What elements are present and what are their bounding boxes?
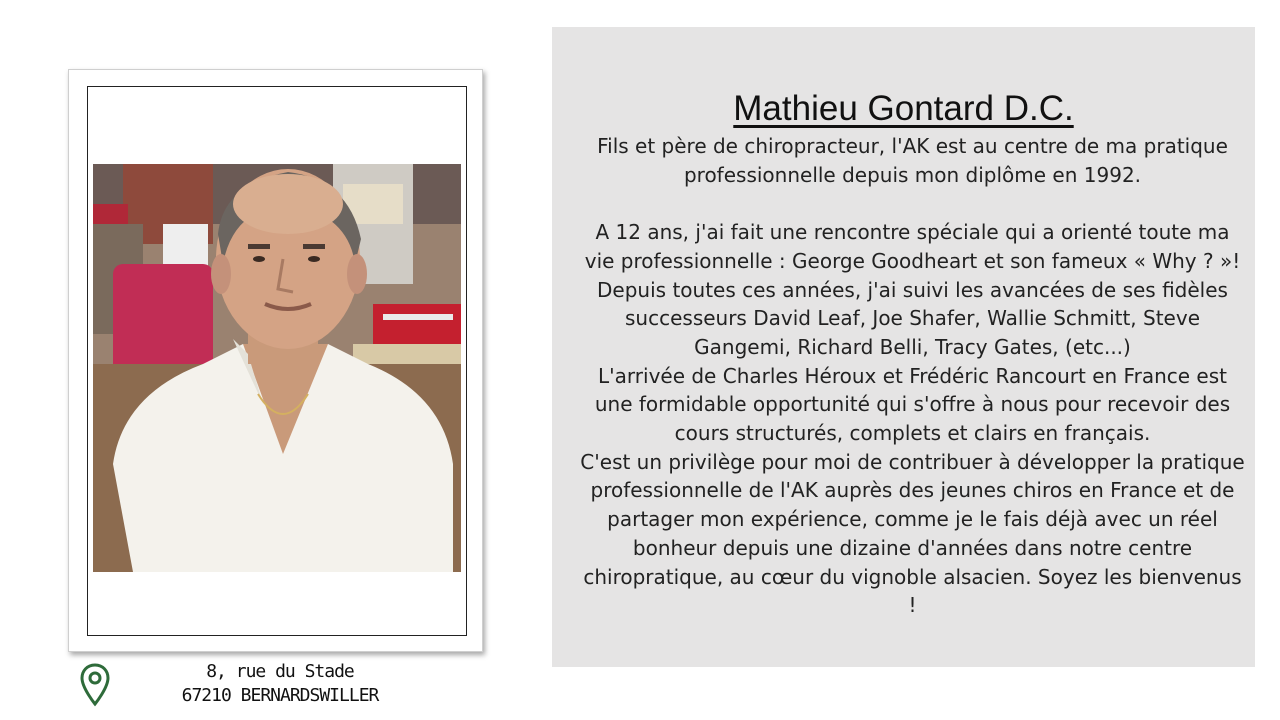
bio-paragraph-2: A 12 ans, j'ai fait une rencontre spéciale qui a orienté toute ma vie professionnelle : George Goodheart et son fameux « Why ? »! xyxy=(584,220,1241,273)
bio-paragraph-4: L'arrivée de Charles Héroux et Frédéric Rancourt en France est une formidable opportunité qui s'offre à nous pour recevoir des cours structurés, complets et clairs en français. xyxy=(594,363,1231,446)
bio-text xyxy=(580,132,1245,620)
address-block xyxy=(150,660,410,708)
address-line-street: 8, rue du Stade xyxy=(206,661,354,682)
address-line-city: 67210 BERNARDSWILLER xyxy=(181,685,379,706)
bio-paragraph-3: Depuis toutes ces années, j'ai suivi les avancées de ses fidèles successeurs David Leaf, Joe Shafer, Wallie Schmitt, Steve Gangemi, Richard Belli, Tracy Gates, (etc...) xyxy=(597,277,1228,359)
bio-paragraph-5: C'est un privilège pour moi de contribuer à développer la pratique professionnelle de l'AK auprès des jeunes chiros en France et de partager mon expérience, comme je le fais déjà avec un réel bonheur depuis une dizaine d'années dans notre centre chiropratique, au cœur du vignoble alsacien. Soyez les bienvenus ! xyxy=(580,449,1245,618)
photo-border xyxy=(87,86,467,636)
bio-paragraph-1: Fils et père de chiropracteur, l'AK est au centre de ma pratique professionnelle depuis mon diplôme en 1992. xyxy=(597,134,1228,187)
profile-name-title: Mathieu Gontard D.C. xyxy=(733,89,1074,128)
map-pin-icon xyxy=(80,663,110,707)
portrait-illustration xyxy=(93,164,461,572)
portrait-photo xyxy=(93,164,461,572)
photo-frame xyxy=(68,69,483,652)
